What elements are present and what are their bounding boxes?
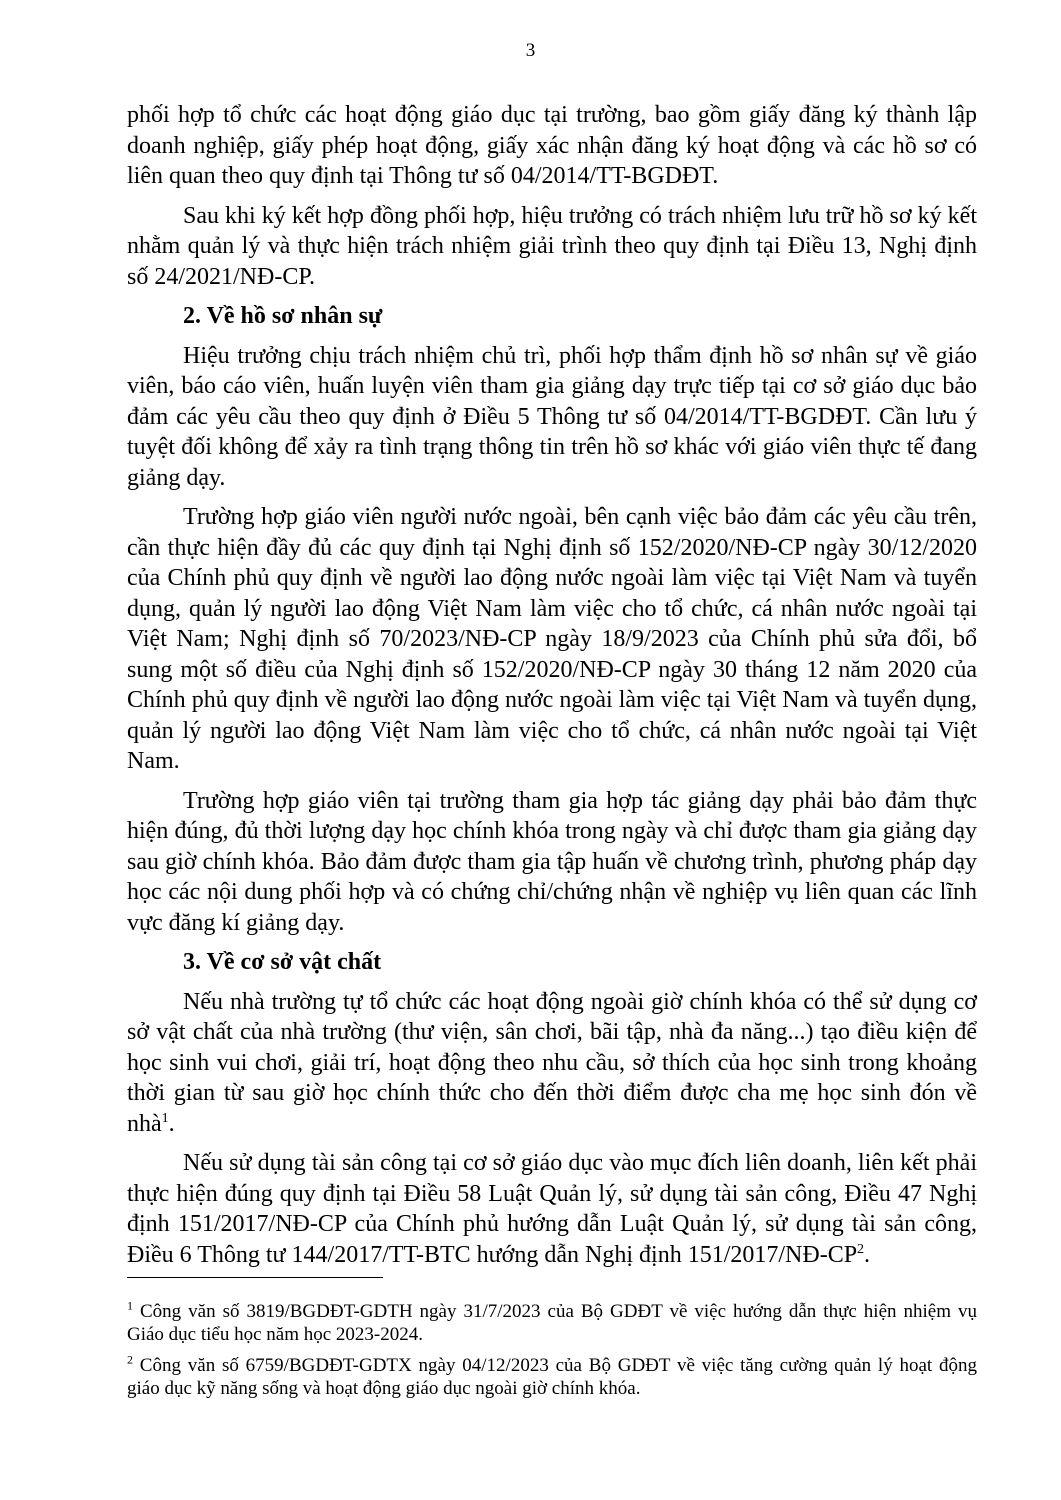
footnote-separator <box>127 1277 383 1278</box>
section-heading-facilities: 3. Về cơ sở vật chất <box>183 949 382 975</box>
footnote-2 <box>127 1354 977 1400</box>
footnote-2-text: Công văn số 6759/BGDĐT-GDTX ngày 04/12/2023 của Bộ GDĐT về việc tăng cường quản lý hoạt động giáo dục kỹ năng sống và hoạt động giáo dục ngoài giờ chính khóa. <box>127 1355 977 1399</box>
footnote-1-text: Công văn số 3819/BGDĐT-GDTH ngày 31/7/2023 của Bộ GDĐT về việc hướng dẫn thực hiện nhiệm vụ Giáo dục tiểu học năm học 2023-2024. <box>127 1301 977 1345</box>
footnote-ref-1[interactable]: 1 <box>161 1110 169 1126</box>
paragraph-2: Sau khi ký kết hợp đồng phối hợp, hiệu trưởng có trách nhiệm lưu trữ hồ sơ ký kết nhằm quản lý và thực hiện trách nhiệm giải trình theo quy định tại Điều 13, Nghị định số 24/2021/NĐ-CP. <box>127 202 977 290</box>
paragraph-1: phối hợp tổ chức các hoạt động giáo dục tại trường, bao gồm giấy đăng ký thành lập doanh nghiệp, giấy phép hoạt động, giấy xác nhận đăng ký hoạt động và các hồ sơ có liên quan theo quy định tại Thông tư số 04/2014/TT-BGDĐT. <box>127 102 977 189</box>
paragraph-4: Trường hợp giáo viên người nước ngoài, bên cạnh việc bảo đảm các yêu cầu trên, cần thực hiện đầy đủ các quy định tại Nghị định số 152/2020/NĐ-CP ngày 30/12/2020 của Chính phủ quy định về người lao động nước ngoài làm việc tại Việt Nam và tuyển dụng, quản lý người lao động Việt Nam làm việc cho tổ chức, cá nhân nước ngoài tại Việt Nam; Nghị định số 70/2023/NĐ-CP ngày 18/9/2023 của Chính phủ sửa đổi, bổ sung một số điều của Nghị định số 152/2020/NĐ-CP ngày 30 tháng 12 năm 2020 của Chính phủ quy định về người lao động nước ngoài làm việc tại Việt Nam và tuyển dụng, quản lý người lao động Việt Nam làm việc cho tổ chức, cá nhân nước ngoài tại Việt Nam. <box>127 504 977 774</box>
footnote-1-number: 1 <box>127 1298 133 1313</box>
footnote-2-number: 2 <box>127 1352 133 1367</box>
paragraph-6-end: . <box>168 1110 175 1137</box>
paragraph-3: Hiệu trưởng chịu trách nhiệm chủ trì, phối hợp thẩm định hồ sơ nhân sự về giáo viên, báo cáo viên, huấn luyện viên tham gia giảng dạy trực tiếp tại cơ sở giáo dục bảo đảm các yêu cầu theo quy định ở Điều 5 Thông tư số 04/2014/TT-BGDĐT. Cần lưu ý tuyệt đối không để xảy ra tình trạng thông tin trên hồ sơ khác với giáo viên thực tế đang giảng dạy. <box>127 342 977 491</box>
paragraph-5: Trường hợp giáo viên tại trường tham gia hợp tác giảng dạy phải bảo đảm thực hiện đúng, đủ thời lượng dạy học chính khóa trong ngày và chỉ được tham gia giảng dạy sau giờ chính khóa. Bảo đảm được tham gia tập huấn về chương trình, phương pháp dạy học các nội dung phối hợp và có chứng chỉ/chứng nhận về nghiệp vụ liên quan các lĩnh vực đăng kí giảng dạy. <box>127 787 977 936</box>
footnote-1 <box>127 1300 977 1346</box>
page-number: 3 <box>525 40 536 61</box>
paragraph-7-text: Nếu sử dụng tài sản công tại cơ sở giáo dục vào mục đích liên doanh, liên kết phải thực hiện đúng quy định tại Điều 58 Luật Quản lý, sử dụng tài sản công, Điều 47 Nghị định 151/2017/NĐ-CP của Chính phủ hướng dẫn Luật Quản lý, sử dụng tài sản công, Điều 6 Thông tư 144/2017/TT-BTC hướng dẫn Nghị định 151/2017/NĐ-CP <box>127 1150 977 1268</box>
document-body <box>127 100 977 1279</box>
paragraph-7-end: . <box>864 1241 871 1268</box>
paragraph-7 <box>127 1148 977 1270</box>
paragraph-6 <box>127 987 977 1140</box>
paragraph-6-text: Nếu nhà trường tự tổ chức các hoạt động ngoài giờ chính khóa có thể sử dụng cơ sở vật chất của nhà trường (thư viện, sân chơi, bãi tập, nhà đa năng...) tạo điều kiện để học sinh vui chơi, giải trí, hoạt động theo nhu cầu, sở thích của học sinh trong khoảng thời gian từ sau giờ học chính thức cho đến thời điểm được cha mẹ học sinh đón về nhà <box>127 988 977 1137</box>
section-heading-personnel: 2. Về hồ sơ nhân sự <box>183 303 383 329</box>
footnote-ref-2[interactable]: 2 <box>857 1241 865 1257</box>
footnotes <box>127 1300 977 1408</box>
